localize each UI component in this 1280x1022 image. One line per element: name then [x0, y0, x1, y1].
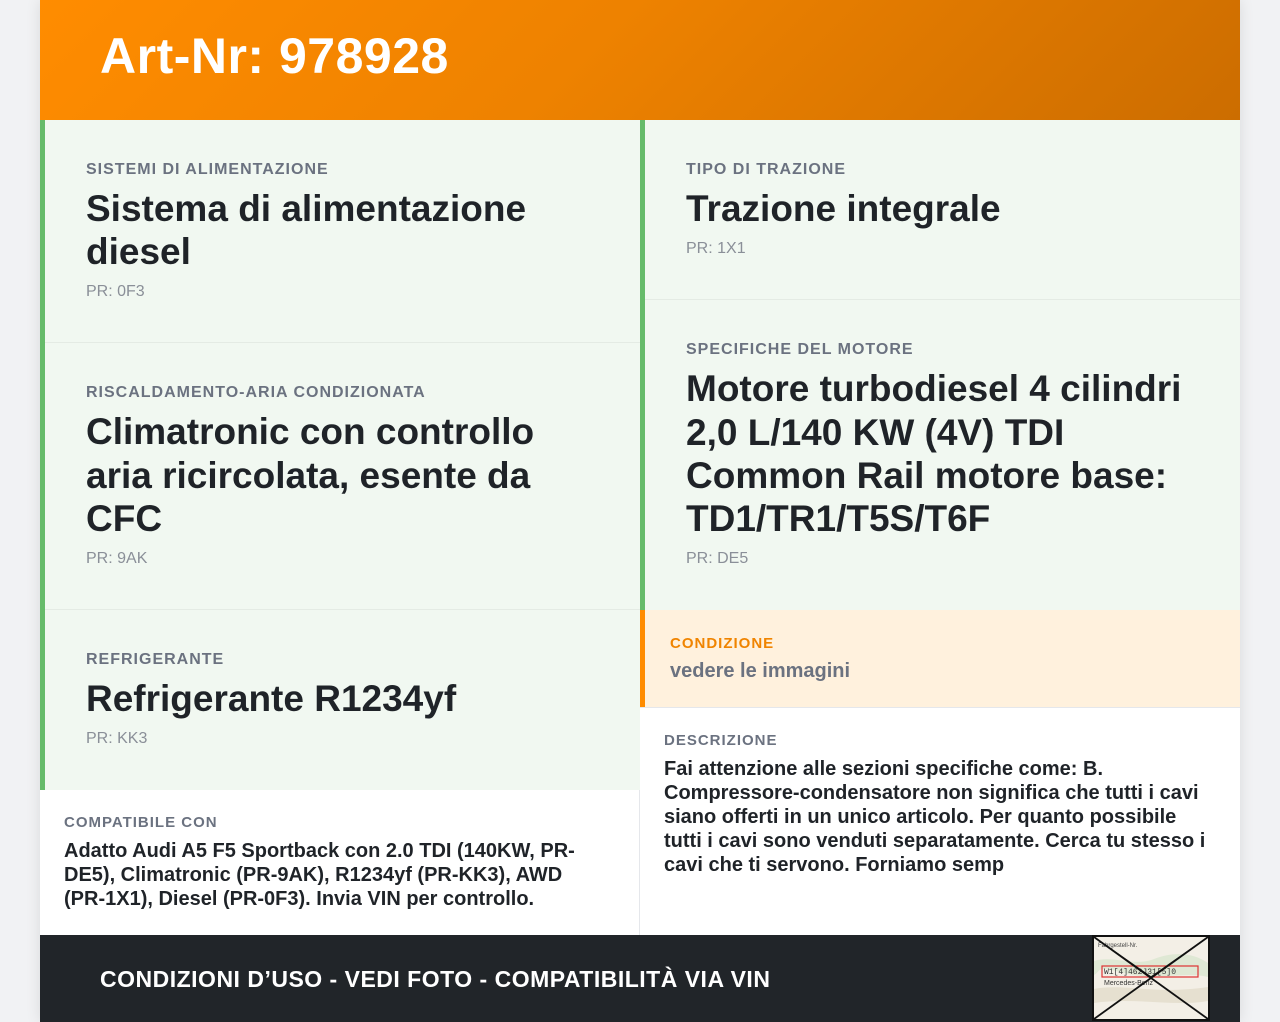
label-photo-thumbnail[interactable]: [1092, 935, 1210, 1021]
spec-value: diesel: [86, 231, 191, 272]
spec-value: Refrigerante R1234yf: [86, 678, 457, 719]
description-label: DESCRIZIONE: [664, 732, 778, 749]
spec-label: TIPO DI TRAZIONE: [686, 161, 846, 178]
spec-card-fuel-system: [40, 120, 640, 343]
article-number-title: Art-Nr: 978928: [100, 28, 449, 84]
spec-pr-code: PR: 0F3: [86, 283, 145, 300]
description-text: tutti i cavi sono venduti separatamente. Cerca tu stesso i: [664, 830, 1206, 852]
spec-label: REFRIGERANTE: [86, 651, 225, 668]
column-divider: [639, 790, 640, 936]
compatible-text: (PR-1X1), Diesel (PR-0F3). Invia VIN per controllo.: [64, 888, 535, 910]
description-text: cavi che ti servono. Forniamo semp: [664, 854, 1005, 876]
spec-value: CFC: [86, 498, 163, 539]
spec-label: RISCALDAMENTO-ARIA CONDIZIONATA: [86, 384, 426, 401]
product-sheet: [40, 0, 1240, 1022]
thumb-vin: W1[4]462J31[5]0: [1104, 968, 1177, 977]
spec-card-engine: [640, 300, 1240, 610]
spec-value: Motore turbodiesel 4 cilindri: [686, 368, 1182, 409]
condition-text: vedere le immagini: [670, 660, 851, 682]
footer-text: CONDIZIONI D’USO - VEDI FOTO - COMPATIBILITÀ VIA VIN: [100, 966, 771, 992]
thumb-caption: Fahrgestell-Nr.: [1098, 943, 1138, 949]
spec-card-drive-type: [640, 120, 1240, 300]
condition-box: [640, 610, 1240, 707]
header-banner: [40, 0, 1240, 120]
description-text: Compressore-condensatore non significa che tutti i cavi: [664, 782, 1199, 804]
spec-card-climate: [40, 343, 640, 610]
description-text: Fai attenzione alle sezioni specifiche come: B.: [664, 758, 1104, 780]
thumb-maker: Mercedes-Benz: [1104, 980, 1154, 987]
spec-value: Trazione integrale: [686, 188, 1001, 229]
spec-label: SPECIFICHE DEL MOTORE: [686, 341, 914, 358]
spec-value: 2,0 L/140 KW (4V) TDI: [686, 412, 1065, 453]
spec-value: Common Rail motore base:: [686, 455, 1168, 496]
spec-pr-code: PR: KK3: [86, 730, 148, 747]
spec-value: Climatronic con controllo: [86, 411, 535, 452]
spec-pr-code: PR: 1X1: [686, 240, 746, 257]
spec-value: aria ricircolata, esente da: [86, 455, 531, 496]
vin-plate-photo: [1094, 937, 1208, 1019]
description-text: siano offerti in un unico articolo. Per quanto possibile: [664, 806, 1177, 828]
compatible-label: COMPATIBILE CON: [64, 814, 218, 831]
compatible-text: DE5), Climatronic (PR-9AK), R1234yf (PR-KK3), AWD: [64, 864, 563, 886]
spec-value: Sistema di alimentazione: [86, 188, 527, 229]
spec-card-refrigerant: [40, 610, 640, 790]
condition-label: CONDIZIONE: [670, 635, 775, 652]
spec-value: TD1/TR1/T5S/T6F: [686, 498, 991, 539]
spec-label: SISTEMI DI ALIMENTAZIONE: [86, 161, 329, 178]
footer-bar: [40, 935, 1240, 1022]
compatible-text: Adatto Audi A5 F5 Sportback con 2.0 TDI (140KW, PR-: [64, 840, 575, 862]
section-divider: [640, 707, 1240, 708]
spec-pr-code: PR: DE5: [686, 550, 749, 567]
spec-pr-code: PR: 9AK: [86, 550, 148, 567]
